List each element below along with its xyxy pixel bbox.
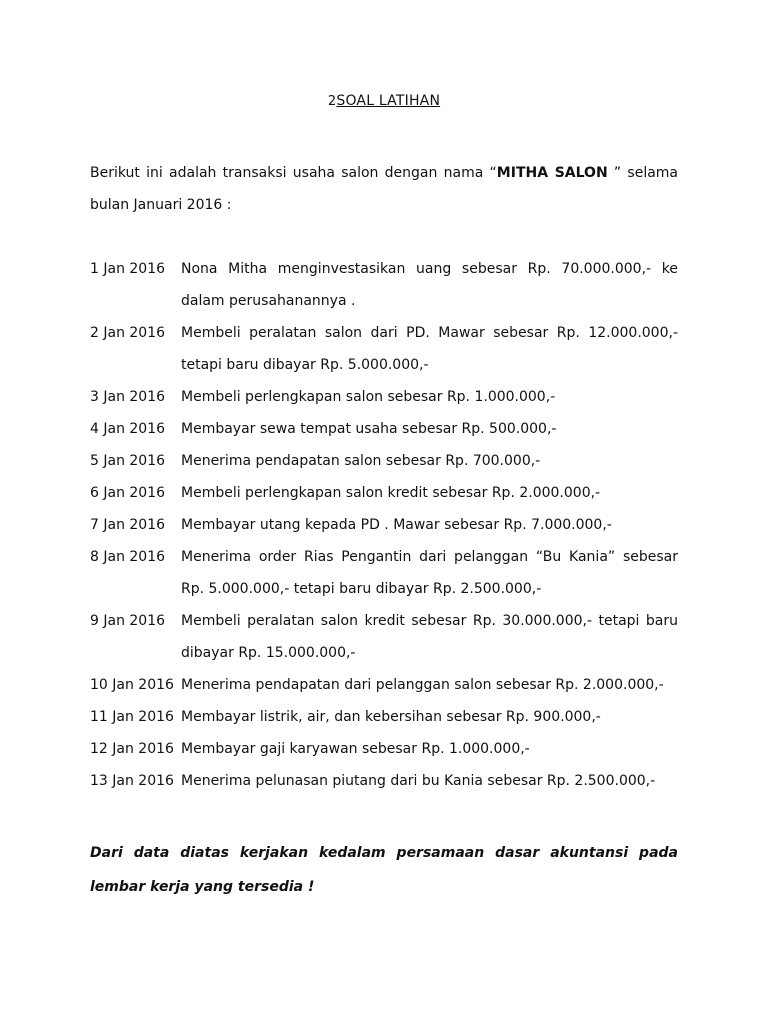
transaction-description: Menerima pendapatan dari pelanggan salon sebesar Rp. 2.000.000,- xyxy=(181,677,664,693)
transaction-description: Membeli perlengkapan salon kredit sebesar Rp. 2.000.000,- xyxy=(181,485,601,501)
transaction-date: 10 Jan 2016 xyxy=(90,677,174,693)
transaction-date: 2 Jan 2016 xyxy=(90,325,166,341)
transaction-row xyxy=(90,253,678,317)
transaction-row xyxy=(90,413,678,445)
transaction-date: 8 Jan 2016 xyxy=(90,549,166,565)
transaction-date: 11 Jan 2016 xyxy=(90,709,174,725)
transaction-row xyxy=(90,541,678,605)
intro-brand-name: MITHA SALON xyxy=(496,165,608,181)
transaction-row xyxy=(90,381,678,413)
transaction-row xyxy=(90,477,678,509)
transaction-list xyxy=(90,253,678,797)
transaction-description: Nona Mitha menginvestasikan uang sebesar Rp. 70.000.000,- ke dalam perusahanannya . xyxy=(181,261,678,309)
transaction-row xyxy=(90,765,678,797)
transaction-description: Menerima order Rias Pengantin dari pelanggan “Bu Kania” sebesar Rp. 5.000.000,- tetapi baru dibayar Rp. 2.500.000,- xyxy=(181,549,678,597)
transaction-description: Menerima pendapatan salon sebesar Rp. 700.000,- xyxy=(181,453,541,469)
transaction-description: Membayar listrik, air, dan kebersihan sebesar Rp. 900.000,- xyxy=(181,709,601,725)
transaction-row xyxy=(90,509,678,541)
transaction-date: 9 Jan 2016 xyxy=(90,613,166,629)
page-title-number: 2 xyxy=(327,94,337,109)
transaction-description: Membeli peralatan salon kredit sebesar Rp. 30.000.000,- tetapi baru dibayar Rp. 15.000.000,- xyxy=(181,613,678,661)
transaction-date: 7 Jan 2016 xyxy=(90,517,166,533)
intro-text-after: ” selama bulan Januari 2016 : xyxy=(90,165,679,213)
transaction-date: 12 Jan 2016 xyxy=(90,741,174,757)
transaction-row xyxy=(90,605,678,669)
transaction-row xyxy=(90,669,678,701)
transaction-description: Menerima pelunasan piutang dari bu Kania sebesar Rp. 2.500.000,- xyxy=(181,773,656,789)
transaction-description: Membayar gaji karyawan sebesar Rp. 1.000.000,- xyxy=(181,741,530,757)
transaction-date: 4 Jan 2016 xyxy=(90,421,166,437)
transaction-date: 6 Jan 2016 xyxy=(90,485,166,501)
transaction-date: 5 Jan 2016 xyxy=(90,453,166,469)
transaction-description: Membeli perlengkapan salon sebesar Rp. 1.000.000,- xyxy=(181,389,556,405)
intro-text-before: Berikut ini adalah transaksi usaha salon dengan nama “ xyxy=(90,165,497,181)
intro-paragraph xyxy=(90,157,678,221)
transaction-date: 13 Jan 2016 xyxy=(90,773,174,789)
transaction-row xyxy=(90,733,678,765)
transaction-description: Membeli peralatan salon dari PD. Mawar sebesar Rp. 12.000.000,- tetapi baru dibayar Rp. 5.000.000,- xyxy=(181,325,678,373)
page-title xyxy=(0,93,768,109)
transaction-row xyxy=(90,317,678,381)
transaction-description: Membayar sewa tempat usaha sebesar Rp. 500.000,- xyxy=(181,421,557,437)
transaction-date: 3 Jan 2016 xyxy=(90,389,166,405)
transaction-date: 1 Jan 2016 xyxy=(90,261,166,277)
transaction-row xyxy=(90,701,678,733)
closing-instruction: Dari data diatas kerjakan kedalam persamaan dasar akuntansi pada lembar kerja yang tersedia ! xyxy=(90,845,678,895)
transaction-row xyxy=(90,445,678,477)
page-title-text: SOAL LATIHAN xyxy=(336,93,441,109)
transaction-description: Membayar utang kepada PD . Mawar sebesar Rp. 7.000.000,- xyxy=(181,517,612,533)
